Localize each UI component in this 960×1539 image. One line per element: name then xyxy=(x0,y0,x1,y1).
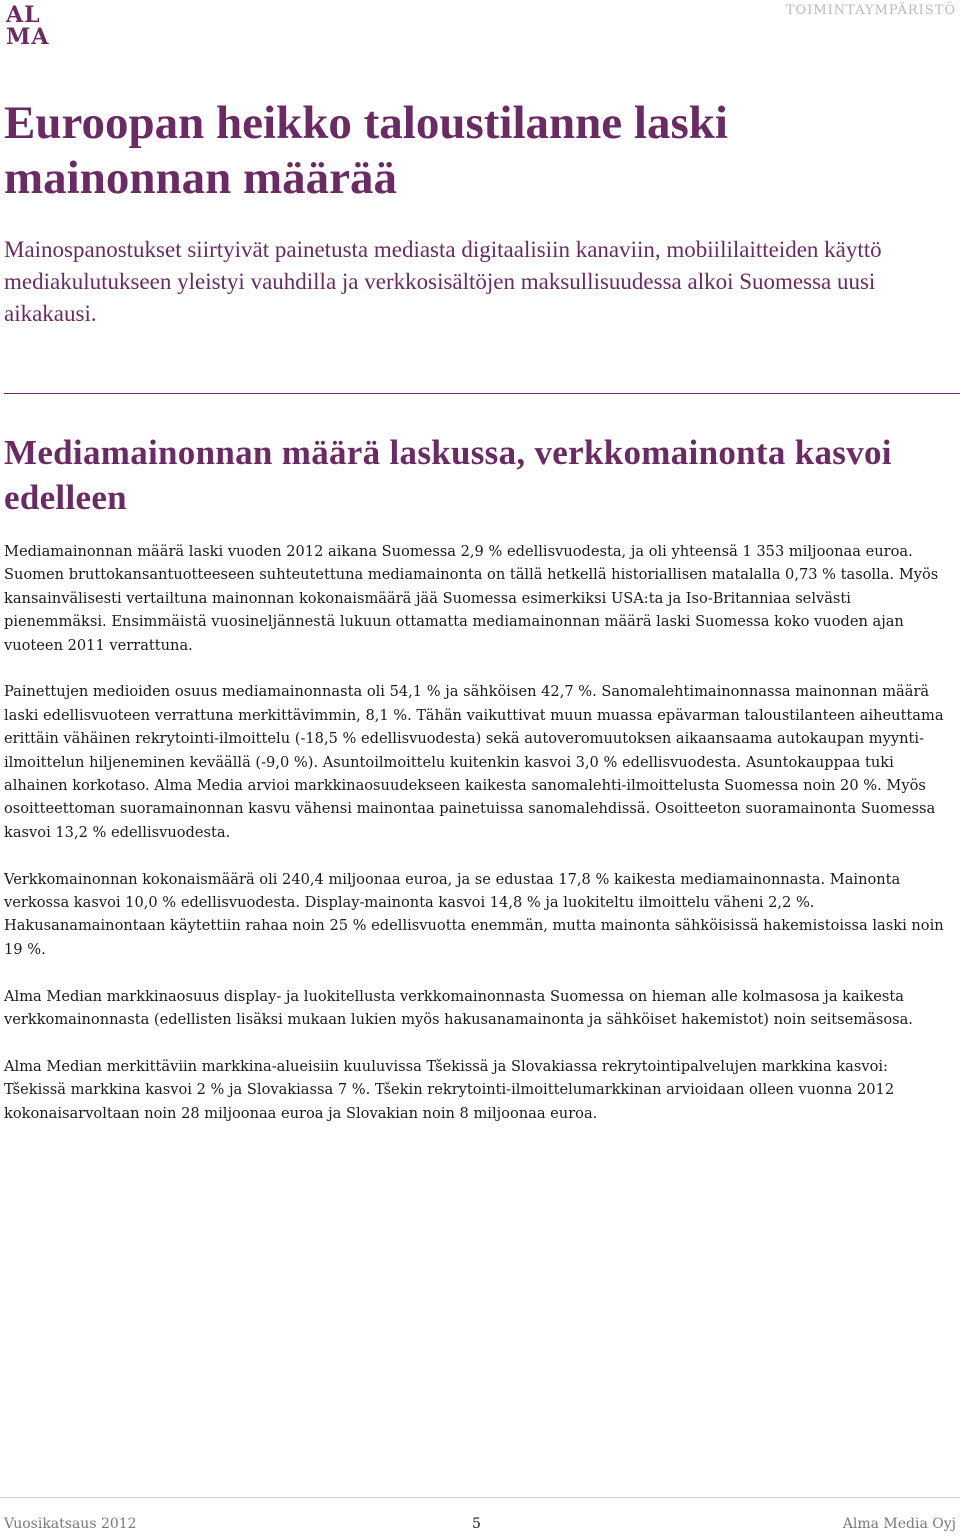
section-tag: TOIMINTAYMPÄRISTÖ xyxy=(785,3,956,18)
section-divider xyxy=(4,393,960,394)
alma-logo xyxy=(6,4,62,48)
logo-line-2: MA xyxy=(6,24,50,50)
page-title: Euroopan heikko taloustilanne laski mainonnan määrää xyxy=(4,97,728,204)
article-body xyxy=(4,540,950,1148)
body-paragraph: Alma Median markkinaosuus display- ja luokitellusta verkkomainonnasta Suomessa on hieman alle kolmasosa ja kaikesta verkkomainonnasta (edellisten lisäksi mukaan lukien myös hakusanamainonta ja sähköiset hakemistot) noin seitsemäsosa. xyxy=(4,987,913,1029)
body-paragraph: Verkkomainonnan kokonaismäärä oli 240,4 miljoonaa euroa, ja se edustaa 17,8 % kaikesta mediamainonnasta. Mainonta verkossa kasvoi 10,0 % edellisvuodesta. Display-mainonta kasvoi 14,8 % ja luokiteltu ilmoittelu väheni 2,2 %. Hakusanamainontaan käytettiin rahaa noin 25 % edellisvuotta enemmän, mutta mainonta sähköisissä hakemistoissa laski noin 19 %. xyxy=(4,870,944,958)
footer-company: Alma Media Oyj xyxy=(842,1516,956,1532)
lead-paragraph: Mainospanostukset siirtyivät painetusta mediasta digitaalisiin kanaviin, mobiililaitteiden käyttö mediakulutukseen yleistyi vauhdilla ja verkkosisältöjen maksullisuudessa alkoi Suomessa uusi aikakausi. xyxy=(4,237,882,326)
footer-divider xyxy=(0,1497,960,1498)
footer-publication: Vuosikatsaus 2012 xyxy=(4,1516,137,1532)
section-heading: Mediamainonnan määrä laskussa, verkkomainonta kasvoi edelleen xyxy=(4,433,892,517)
body-paragraph: Painettujen medioiden osuus mediamainonnasta oli 54,1 % ja sähköisen 42,7 %. Sanomalehtimainonnassa mainonnan määrä laski edellisvuoteen verrattuna merkittävimmin, 8,1 %. Tähän vaikuttivat muun muassa epävarman taloustilanteen aiheuttama erittäin vähäinen rekrytointi-ilmoittelu (-18,5 % edellisvuodesta) sekä autoveromuutoksen aikaansaama autokaupan myynti-ilmoittelun hiljeneminen keväällä (-9,0 %). Asuntoilmoittelu kuitenkin kasvoi 3,0 % edellisvuodesta. Asuntokauppaa tuki alhainen korkotaso. Alma Media arvioi markkinaosuudekseen kaikesta sanomalehti-ilmoittelusta Suomessa noin 20 %. Myös osoitteettoman suoramainonnan kasvu vähensi mainontaa painetuissa sanomalehdissä. Osoitteeton suoramainonta Suomessa kasvoi 13,2 % edellisvuodesta. xyxy=(4,683,944,841)
body-paragraph: Mediamainonnan määrä laski vuoden 2012 aikana Suomessa 2,9 % edellisvuodesta, ja oli yhteensä 1 353 miljoonaa euroa. Suomen bruttokansantuotteeseen suhteutettuna mediamainonta on tällä hetkellä historiallisen matalalla 0,73 % tasolla. Myös kansainvälisesti vertailtuna mainonnan kokonaismäärä jää Suomessa esimerkiksi USA:ta ja Iso-Britanniaa selvästi pienemmäksi. Ensimmäistä vuosineljännestä lukuun ottamatta mediamainonnan määrä laski Suomessa koko vuoden ajan vuoteen 2011 verrattuna. xyxy=(4,543,939,654)
page-number: 5 xyxy=(472,1516,481,1532)
logo-line-1: AL xyxy=(6,2,41,28)
body-paragraph: Alma Median merkittäviin markkina-alueisiin kuuluvissa Tšekissä ja Slovakiassa rekrytointipalvelujen markkina kasvoi: Tšekissä markkina kasvoi 2 % ja Slovakiassa 7 %. Tšekin rekrytointi-ilmoittelumarkkinan arvioidaan olleen vuonna 2012 kokonaisarvoltaan noin 28 miljoonaa euroa ja Slovakian noin 8 miljoonaa euroa. xyxy=(4,1057,895,1122)
